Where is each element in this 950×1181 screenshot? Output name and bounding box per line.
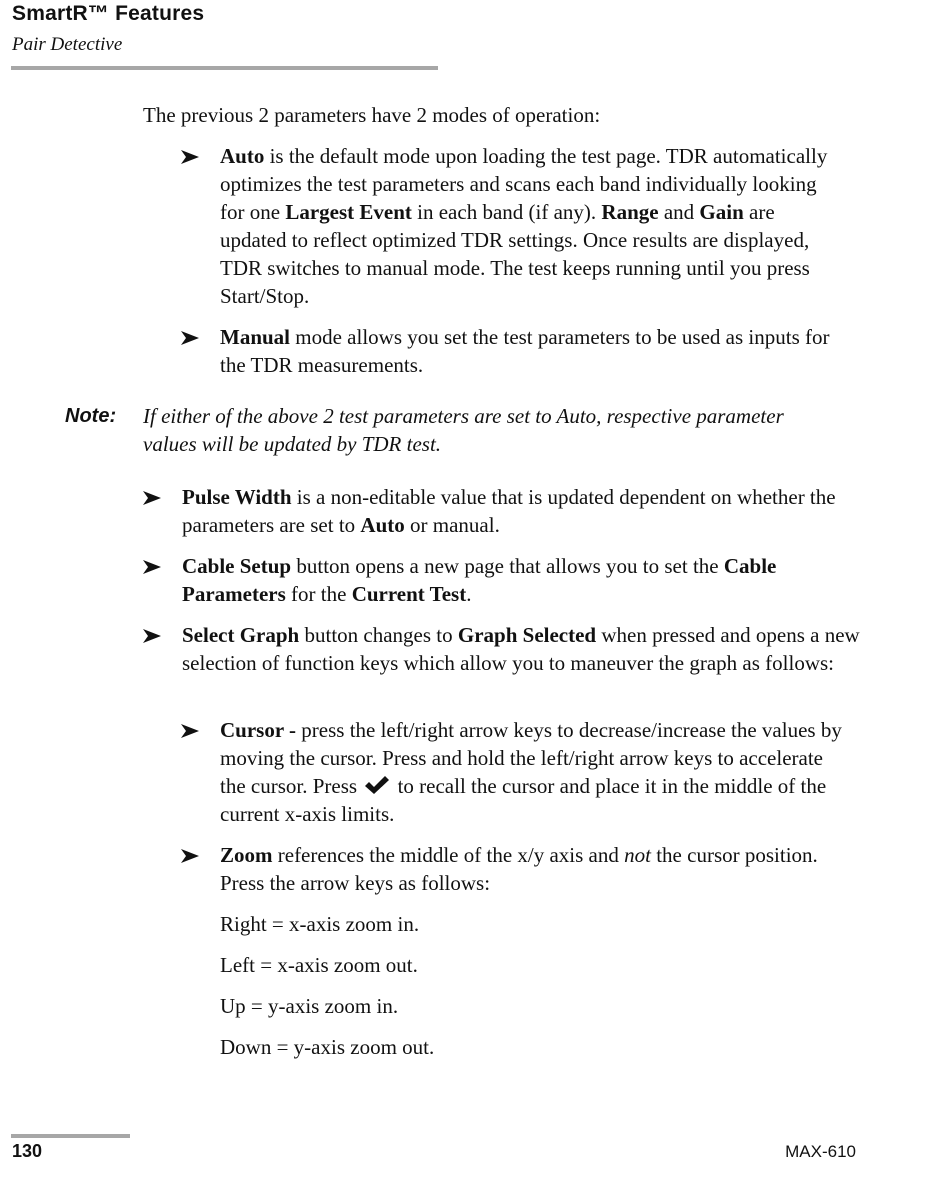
section-subtitle: Pair Detective — [12, 34, 123, 55]
list-item-zoom: Zoom references the middle of the x/y axis and not the cursor position. Press the arrow keys as follows: Right = x-axis zoom in. Left = x-axis zoom out. Up = y-axis zoom in. Down = y-axis zoom out. — [181, 841, 851, 1061]
checkmark-icon — [364, 774, 390, 794]
arrow-bullet-icon — [181, 331, 199, 345]
zoom-up-line: Up = y-axis zoom in. — [220, 994, 399, 1018]
list-item-pulse-width: Pulse Width is a non-editable value that is updated dependent on whether the parameters are set to Auto or manual. — [143, 483, 863, 539]
parameter-list — [143, 483, 863, 690]
list-item-auto: Auto is the default mode upon loading the test page. TDR automatically optimizes the test parameters and scans each band individually looking for one Largest Event in each band (if any). Range and Gain are updated to reflect optimized TDR settings. Once results are displayed, TDR switches to manual mode. The test keeps running until you press Start/Stop. — [181, 142, 841, 310]
intro-paragraph: The previous 2 parameters have 2 modes of operation: — [143, 103, 601, 127]
arrow-bullet-icon — [143, 560, 161, 574]
zoom-right-line: Right = x-axis zoom in. — [220, 912, 420, 936]
footer-rule — [11, 1134, 130, 1138]
section-title: SmartR™ Features — [12, 2, 205, 25]
arrow-bullet-icon — [143, 491, 161, 505]
arrow-bullet-icon — [181, 849, 199, 863]
zoom-down-line: Down = y-axis zoom out. — [220, 1035, 435, 1059]
note-label: Note: — [65, 405, 117, 427]
arrow-bullet-icon — [181, 150, 199, 164]
page-number: 130 — [12, 1141, 43, 1161]
list-item-cursor: Cursor - press the left/right arrow keys to decrease/increase the values by moving the cursor. Press and hold the left/right arrow keys to accelerate the cursor. Press to recall the cursor and place it in the middle of the current x-axis limits. — [181, 716, 851, 828]
note-text: If either of the above 2 test parameters are set to Auto, respective parameter values will be updated by TDR test. — [143, 404, 784, 456]
document-id: MAX-610 — [785, 1142, 856, 1161]
list-item-cable-setup: Cable Setup button opens a new page that allows you to set the Cable Parameters for the Current Test. — [143, 552, 863, 608]
mode-list — [181, 142, 841, 392]
list-item-select-graph: Select Graph button changes to Graph Selected when pressed and opens a new selection of function keys which allow you to maneuver the graph as follows: — [143, 621, 863, 677]
graph-function-list — [181, 716, 851, 1074]
arrow-bullet-icon — [143, 629, 161, 643]
header-rule — [11, 66, 438, 70]
zoom-left-line: Left = x-axis zoom out. — [220, 953, 418, 977]
arrow-bullet-icon — [181, 724, 199, 738]
list-item-manual: Manual mode allows you set the test parameters to be used as inputs for the TDR measurements. — [181, 323, 841, 379]
